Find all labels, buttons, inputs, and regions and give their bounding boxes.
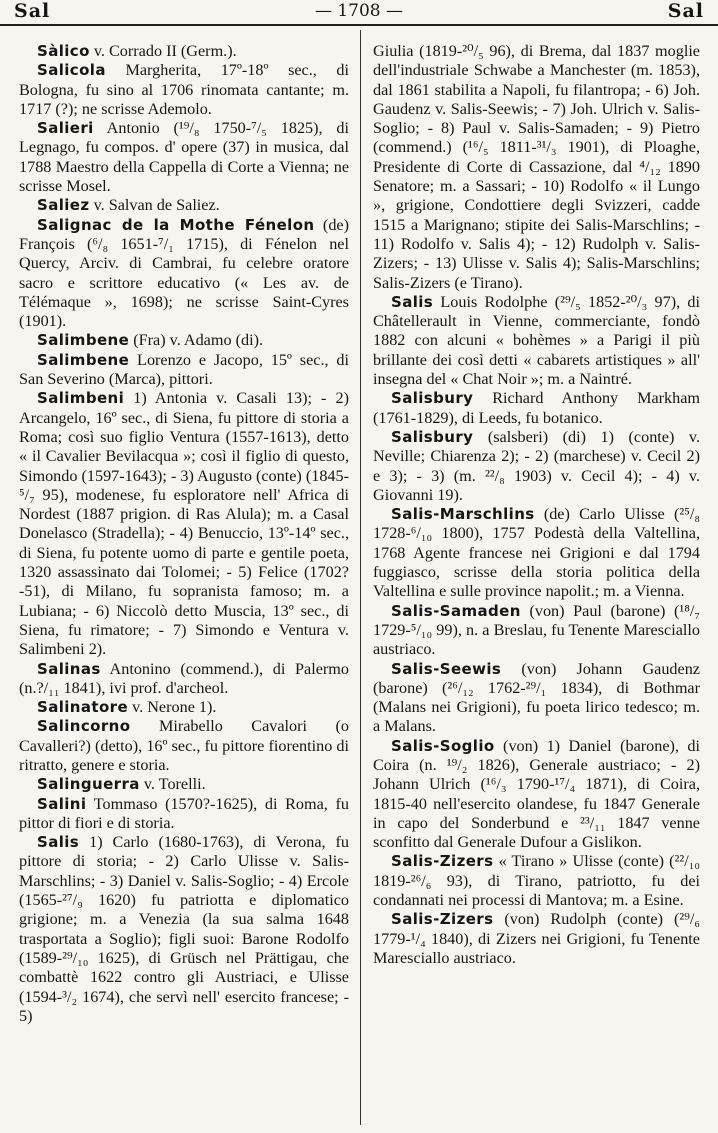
dictionary-entry (19, 61, 349, 119)
header-left-guideword: Sal (14, 0, 51, 22)
dictionary-entry (19, 216, 349, 332)
entry-headword: Sàlico (37, 42, 90, 60)
dictionary-entry (19, 833, 349, 1026)
dictionary-entry (19, 42, 349, 61)
entry-text: (von) Paul (barone) (¹⁸/₇ 1729-⁵/₁₀ 99), n. a Breslau, fu Tenente Maresciallo austriaco. (373, 601, 700, 659)
entry-headword: Salis-Samaden (391, 601, 521, 620)
entry-text: v. Salvan de Saliez. (89, 196, 220, 215)
entry-headword: Salis (37, 833, 80, 852)
entry-headword: Salincorno (37, 717, 131, 736)
header-right-guideword: Sal (667, 0, 704, 22)
entry-headword: Salignac de la Mothe Fénelon (37, 215, 315, 234)
entry-text: Richard Anthony Markham (1761-1829), di Leeds, fu botanico. (373, 389, 700, 427)
dictionary-entry (373, 428, 700, 505)
entry-text: v. Corrado II (Germ.). (89, 42, 237, 60)
entry-text: « Tirano » Ulisse (conte) (²²/₁₀ 1819-²⁶/₆ 93), di Tirano, patriotto, fu dei condannati nei processi di Mantova; m. a Esine. (373, 852, 700, 910)
entry-text: (von) Johann Gaudenz (barone) (²⁶/₁₂ 1762-²⁹/₁ 1834), di Bothmar (Malans nei Grigioni), fu poeta lirico tedesco; m. a Malans. (373, 659, 700, 736)
entry-headword: Saliez (37, 196, 90, 215)
entry-headword: Salis-Marschlins (391, 505, 535, 524)
dictionary-entry (19, 775, 349, 794)
dictionary-entry (373, 389, 700, 428)
entry-text: Mirabello Cavalori (o Cavalleri?) (detto), 16º sec., fu pittore fiorentino di ritratto, genere e storia. (19, 717, 349, 774)
dictionary-entry (373, 293, 700, 389)
entry-text: Louis Rodolphe (²⁹/₅ 1852-²⁰/₃ 97), di Châtellerault in Vienne, commerciante, fondò 1882 con alcuni « bohèmes » a Parigi il più brillante dei così detti « cabarets artistiques » all' insegna del « Chat Noir »; m. a Naintré. (373, 292, 700, 389)
column-divider (360, 30, 361, 1125)
dictionary-entry (19, 698, 349, 717)
entry-text: Tommaso (1570?-1625), di Roma, fu pittor di fiori e di storia. (19, 794, 349, 832)
dictionary-entry (373, 602, 700, 660)
right-column (373, 42, 700, 1127)
entry-text: Giulia (1819-²⁰/₅ 96), di Brema, dal 1837 moglie dell'industriale Schwabe a Manchester (m. 1853), dal 1861 stabilita a Napoli, fu filantropa; - 6) Joh. Gaudenz v. Salis-Seewis; - 7) Joh. Ulrich v. Salis-Soglio; - 8) Paul v. Salis-Samaden; - 9) Pietro (commend.) (¹⁶/₅ 1811-³¹/₃ 1901), di Ploaghe, Presidente di Corte di Cassazione, dal ⁴/₁₂ 1890 Senatore; m. a Sassari; - 10) Rodolfo « il Lungo », grigione, Condottiere degli Svizzeri, cadde 1515 a Marignano; stipite dei Salis-Marschlins; - 11) Rodolfo v. Salis 4); - 12) Rudolph v. Salis-Zizers; - 13) Ulisse v. Salis 4); Salis-Marschlins; Salis-Zizers (e Tirano). (373, 42, 700, 292)
entry-text: (von) 1) Daniel (barone), di Coira (n. ¹⁹/₂ 1826), Generale austriaco; - 2) Johann Ulrich (¹⁶/₃ 1790-¹⁷/₄ 1871), di Coira, 1815-40 nell'esercito olandese, fu 1847 Generale in capo del Sonderbund e ²³/₁₁ 1847 venne sconfitto dal Generale Dufour a Gislikon. (373, 736, 700, 852)
entry-headword: Salisbury (391, 389, 474, 408)
entry-headword: Salisbury (391, 427, 474, 446)
entry-headword: Salis-Zizers (391, 910, 494, 929)
dictionary-entry (19, 660, 349, 699)
entry-text: 1) Antonia v. Casali 13); - 2) Arcangelo, 16º sec., di Siena, fu pittore di storia a Roma; così suo figlio Ventura (1557-1613), detto « il Cavalier Bevilacqua »; così il figlio di questo, Simondo (1597-1643); - 3) Augusto (conte) (1845-⁵/₇ 95), modenese, fu esploratore nell' Africa di Nordest (1887 prigion. di Ras Alula); m. a Casal Donelasco (Stradella); - 4) Benuccio, 13º-14º sec., di Siena, fu potente uomo di parte e gentile poeta, 1320 assassinato dai Tolomei; - 5) Felice (1702?-51), di Milano, fu sopranista famoso; m. a Lubiana; - 6) Niccolò detto Muscia, 13º sec., di Siena, fu rimatore; - 7) Simondo e Ventura v. Salimbeni 2). (19, 389, 349, 659)
entry-headword: Salimbeni (37, 389, 125, 408)
entry-headword: Salis-Seewis (391, 659, 502, 678)
entry-headword: Salis-Zizers (391, 852, 494, 871)
entry-headword: Salimbene (37, 350, 130, 369)
dictionary-entry (19, 196, 349, 215)
entry-headword: Salis-Soglio (391, 736, 495, 755)
page-number: — 1708 — (314, 1, 404, 21)
page-header (0, 0, 718, 26)
entry-headword: Salini (37, 794, 87, 813)
entry-text: v. Nerone 1). (128, 698, 217, 717)
entry-text: Antonio (¹⁹/₈ 1750-⁷/₅ 1825), di Legnago, fu compos. d' opere (37) in musica, dal 1788 Maestro della Cappella di Corte a Vienna; ne scrisse Mosel. (19, 119, 349, 196)
entry-text: (salsberi) (di) 1) (conte) v. Neville; Chiarenza 2); - 2) (marchese) v. Cecil 2) e 3); - 3) (m. ²²/₈ 1903) v. Cecil 4); - 4) v. Giovanni 19). (373, 427, 700, 504)
dictionary-entry (373, 660, 700, 737)
entry-text: (von) Rudolph (conte) (²⁹/₆ 1779-¹/₄ 1840), di Zizers nei Grigioni, fu Tenente Maresciallo austriaco. (373, 910, 700, 967)
entry-text: Antonino (commend.), di Palermo (n.?/₁₁ 1841), ivi prof. d'archeol. (19, 659, 349, 697)
entry-headword: Salis (391, 292, 434, 311)
entry-text: (Fra) v. Adamo (di). (129, 331, 264, 350)
dictionary-entry (373, 852, 700, 910)
entry-text: Margherita, 17º-18º sec., di Bologna, fu sino al 1706 rinomata cantante; m. 1717 (?); ne scrisse Ademolo. (19, 61, 349, 118)
entry-text: v. Torelli. (139, 775, 206, 794)
entry-headword: Salinguerra (37, 775, 140, 794)
dictionary-entry (373, 737, 700, 853)
dictionary-entry (19, 351, 349, 390)
entry-headword: Salieri (37, 119, 94, 138)
entry-headword: Salimbene (37, 331, 130, 350)
dictionary-entry (19, 331, 349, 350)
dictionary-entry (19, 717, 349, 775)
entry-headword: Salicola (37, 61, 106, 80)
entry-text: 1) Carlo (1680-1763), di Verona, fu pittore di storia; - 2) Carlo Ulisse v. Salis-Marschlins; - 3) Daniel v. Salis-Soglio; - 4) Ercole (1565-²⁷/₉ 1620) fu patriotta e diplomatico grigione; m. a Venezia (la sua salma 1648 trasportata a Soglio); figli suoi: Barone Rodolfo (1589-²⁹/₁₀ 1625), di Grüsch nel Prättigau, che combattè 1622 contro gli Austriaci, e Ulisse (1594-³/₂ 1674), che servì nell' esercito francese; - 5) (19, 833, 349, 1025)
dictionary-entry (19, 389, 349, 659)
dictionary-entry (373, 42, 700, 293)
entry-headword: Salinatore (37, 698, 129, 717)
left-column (19, 42, 349, 1127)
dictionary-entry (373, 505, 700, 601)
entry-headword: Salinas (37, 659, 101, 678)
dictionary-entry (19, 119, 349, 196)
entry-text: (de) François (⁶/₈ 1651-⁷/₁ 1715), di Fénelon nel Quercy, Arciv. di Cambrai, fu celebre oratore sacro e scrittore educativo (« Les av. de Télémaque », 1698); ne scrisse Saint-Cyres (1901). (19, 215, 349, 331)
entry-text: (de) Carlo Ulisse (²⁵/₈ 1728-⁶/₁₀ 1800), 1757 Podestà della Valtellina, 1768 Agente francese nei Grigioni e dal 1794 fuggiasco, scrisse della storia politica della Valtellina e sulle province napolit.; m. a Vienna. (373, 505, 700, 601)
dictionary-entry (19, 795, 349, 834)
entry-text: Lorenzo e Jacopo, 15º sec., di San Severino (Marca), pittori. (19, 350, 349, 389)
dictionary-entry (373, 910, 700, 968)
